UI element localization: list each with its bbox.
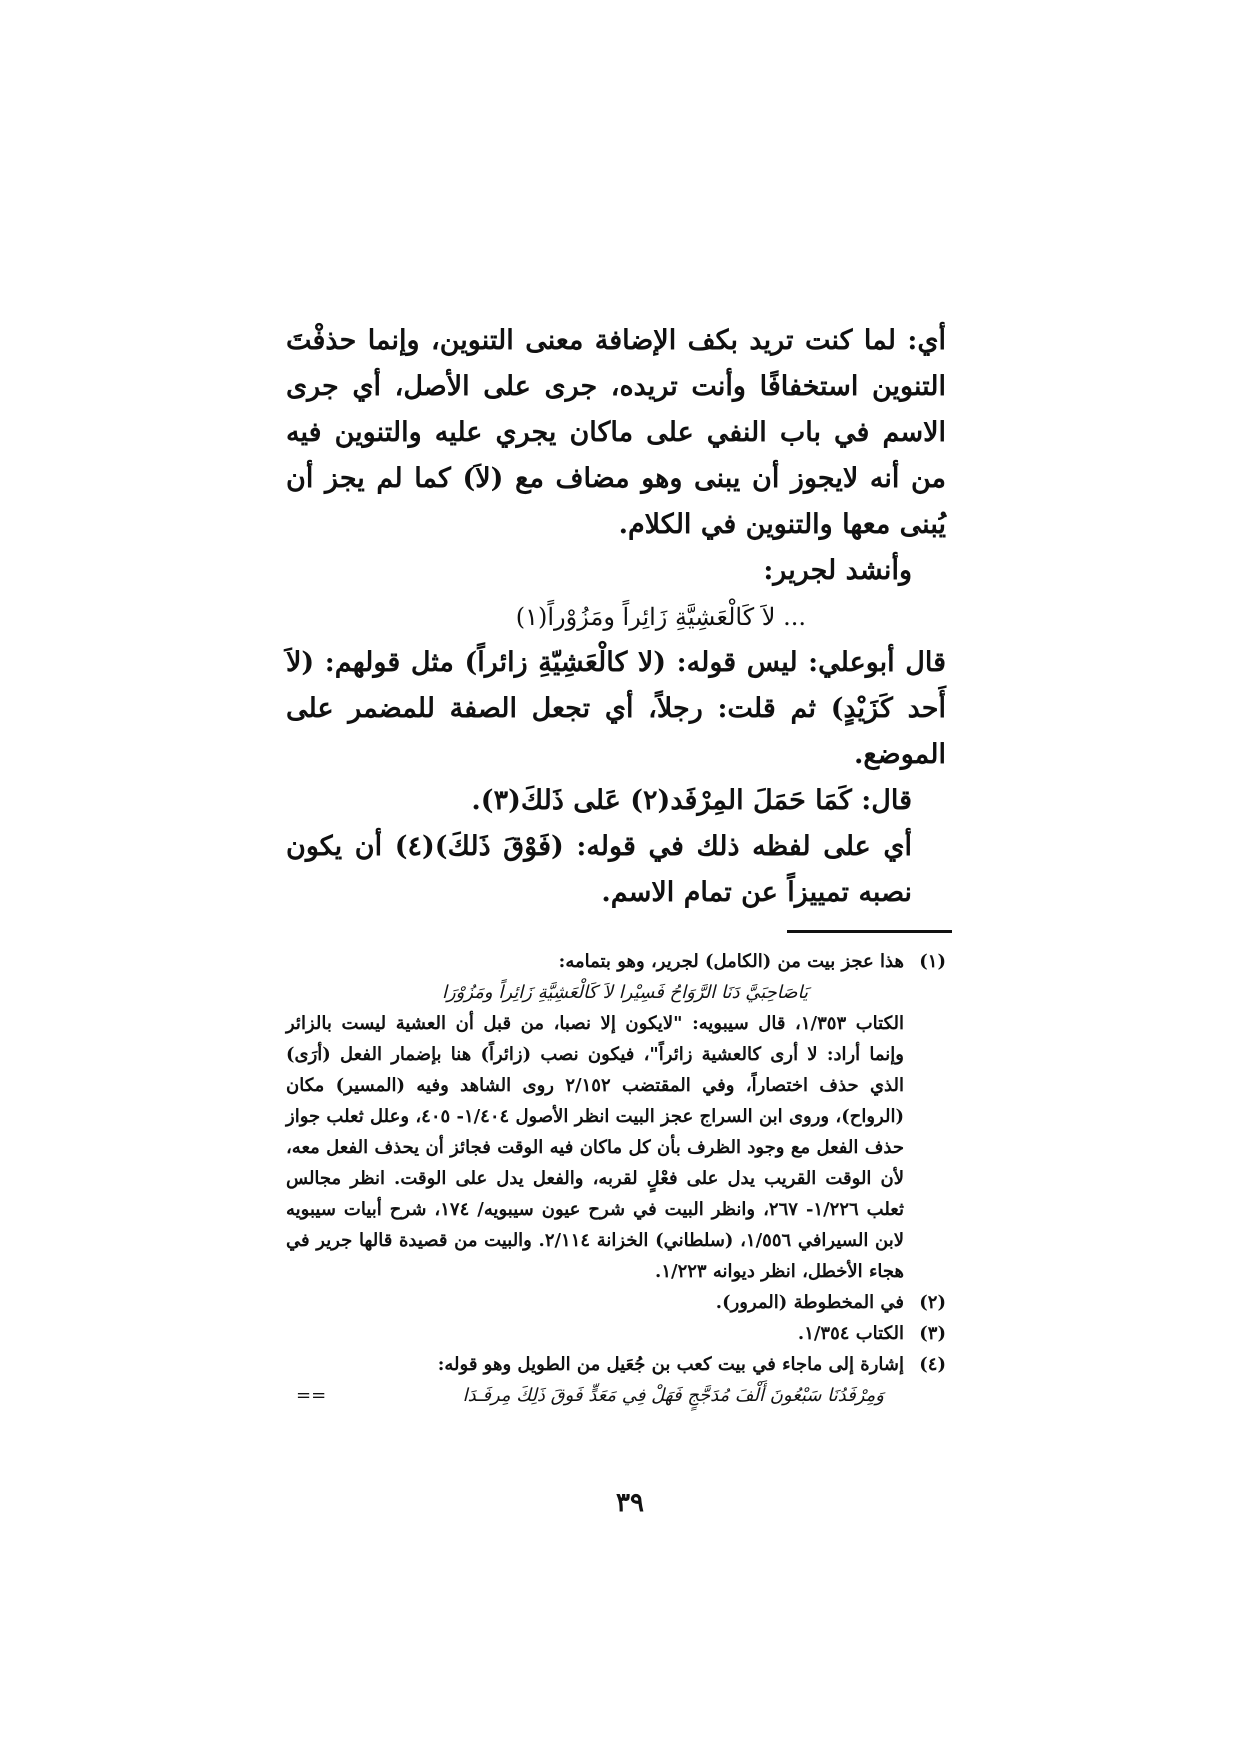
continuation-mark: == [296, 1385, 327, 1406]
paragraph-1: أي: لما كنت تريد بكف الإضافة معنى التنوين، وإنما حذفْتَ التنوين استخفافًا وأنت تريده، جرى على الأصل، أي جرى الاسم في باب النفي على ماكان يجري عليه والتنوين فيه من أنه لايجوز أن يبنى وهو مضاف مع (لاَ) كما لم يجز أن يُبنى معها والتنوين في الكلام. [286, 325, 946, 540]
footnote-4-verse-row [286, 1380, 946, 1411]
footnote-divider [787, 930, 952, 933]
paragraph-kal [286, 778, 946, 824]
paragraph-2: وأنشد لجرير: [763, 555, 912, 586]
footnote-number: (٤) [919, 1354, 946, 1375]
footnote-text: إشارة إلى ماجاء في بيت كعب بن جُعَيل من الطويل وهو قوله: [437, 1354, 904, 1375]
footnote-number: (٣) [919, 1323, 946, 1344]
footnote-verse: وَمِرْفَدُنَا سَبْعُونَ أَلْفَ مُدَجَّجٍ فَهَلْ فِي مَعَدٍّ فَوقَ ذَلِكَ مِرفَـدَا [462, 1385, 884, 1406]
footnote-text: الكتاب ١/٣٥٤. [797, 1323, 904, 1344]
kal-label: قال: [861, 785, 912, 816]
footnote-verse: يَاصَاحِبَيَّ دَنَا الرَّوَاحُ فَسِيْرا لاَ كَالْعَشِيَّةِ زَائِراً ومَزُوْرَا [441, 982, 809, 1003]
footnote-1-text: الكتاب ١/٣٥٣، قال سيبويه: "لايكون إلا نصبا، من قبل أن العشية ليست بالزائر وإنما أراد: لا أرى كالعشية زائراً"، فيكون نصب (زائراً) هنا بإضمار الفعل (أرَى) الذي حذف اختصاراً، وفي المقتضب ٢/١٥٢ روى الشاهد وفيه (المسير) مكان (الرواح)، وروى ابن السراج عجز البيت انظر الأصول ١/٤٠٤- ٤٠٥، وعلل ثعلب جواز حذف الفعل مع وجود الظرف بأن كل ماكان فيه الوقت فجائز أن يحذف الفعل معه، لأن الوقت القريب يدل على فعْلٍ لقربه، والفعل يدل على الوقت. انظر مجالس ثعلب ١/٢٢٦- ٢٦٧، وانظر البيت في شرح عيون سيبويه/ ١٧٤، شرح أبيات سيبويه لابن السيرافي ١/٥٥٦، (سلطاني) الخزانة ٢/١١٤. والبيت من قصيدة قالها جرير في هجاء الأخطل، انظر ديوانه ١/٢٢٣. [286, 1013, 905, 1282]
page-number: ٣٩ [616, 1488, 644, 1518]
footnote-intro: هذا عجز بيت من (الكامل) لجرير، وهو بتمامه: [558, 951, 904, 972]
footnote-4 [286, 1349, 946, 1380]
main-text-block [286, 318, 946, 916]
footnote-number: (٢) [919, 1292, 946, 1313]
footnote-text: في المخطوطة (المرور). [715, 1292, 904, 1313]
kal-text: كَمَا حَمَلَ المِرْفَد(٢) عَلى ذَلكَ(٣). [471, 785, 852, 816]
paragraph-3: قال أبوعلي: ليس قوله: (لا كالْعَشِيّةِ زائراً) مثل قولهم: (لاَ أَحد كَزَيْدٍ) ثم قلت: رجلاً، أي تجعل الصفة للمضمر على الموضع. [286, 647, 946, 770]
footnote-2 [286, 1287, 946, 1318]
footnote-3 [286, 1318, 946, 1349]
verse-line-1: ... لاَ كَالْعَشِيَّةِ زَائِراً ومَزُوْراً(١) [515, 603, 806, 631]
footnote-1 [286, 946, 946, 1008]
footnote-number: (١) [919, 951, 946, 972]
footnotes-block [286, 946, 946, 1411]
paragraph-last: أي على لفظه ذلك في قوله: (فَوْقَ ذَلكَ)(٤) أن يكون نصبه تمييزاً عن تمام الاسم. [286, 831, 912, 908]
